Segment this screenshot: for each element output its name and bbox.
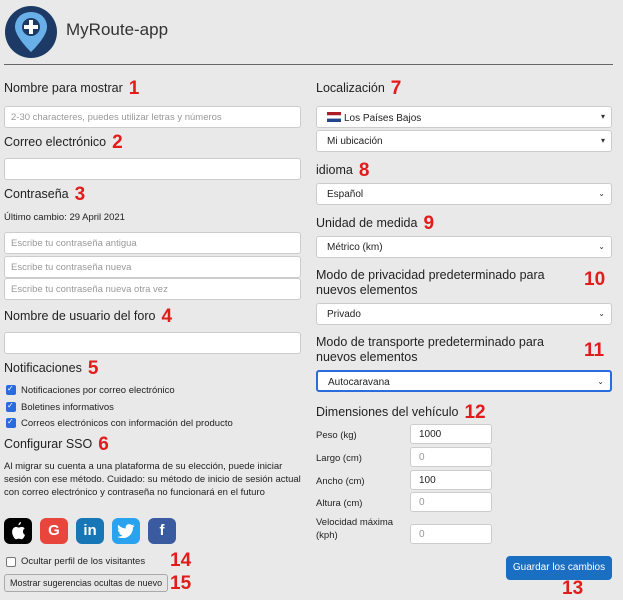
product-info-label: Correos electrónicos con información del producto <box>21 418 233 429</box>
position-select[interactable] <box>316 130 612 152</box>
password-label: Contraseña 3 <box>4 184 86 205</box>
twitter-login-icon[interactable] <box>112 518 140 544</box>
chevron-down-icon: ⌄ <box>597 377 604 386</box>
language-select[interactable] <box>316 183 612 205</box>
units-select[interactable] <box>316 236 612 258</box>
chevron-down-icon: ⌄ <box>598 189 605 198</box>
height-label: Altura (cm) <box>316 498 363 509</box>
privacy-value: Privado <box>327 309 361 320</box>
sso-providers <box>4 518 184 546</box>
width-input[interactable]: 100 <box>410 470 492 490</box>
new-password-input[interactable]: Escribe tu contraseña nueva <box>4 256 301 278</box>
product-info-checkbox[interactable] <box>6 418 16 428</box>
annotation-11: 11 <box>584 340 605 361</box>
transport-value: Autocaravana <box>328 377 390 388</box>
max-speed-input[interactable]: 0 <box>410 524 492 544</box>
newsletter-label: Boletines informativos <box>21 402 114 413</box>
email-notifications-label: Notificaciones por correo electrónico <box>21 385 175 396</box>
show-hidden-hints-button[interactable]: Mostrar sugerencias ocultas de nuevo <box>4 574 168 592</box>
privacy-label: Modo de privacidad predeterminado para nuevos elementos <box>316 268 545 297</box>
position-value: Mi ubicación <box>327 136 383 147</box>
annotation-13: 13 <box>562 578 584 599</box>
forum-username-input[interactable] <box>4 332 301 354</box>
chevron-down-icon: ▾ <box>600 136 605 145</box>
display-name-input[interactable]: 2-30 characteres, puedes utilizar letras y números <box>4 106 301 128</box>
sso-label: Configurar SSO 6 <box>4 434 109 455</box>
header-divider <box>4 64 613 65</box>
email-label: Correo electrónico 2 <box>4 132 123 153</box>
language-value: Español <box>327 189 364 200</box>
old-password-input[interactable]: Escribe tu contraseña antigua <box>4 232 301 254</box>
annotation-14: 14 <box>170 550 192 571</box>
chevron-down-icon: ⌄ <box>598 242 605 251</box>
transport-label: Modo de transporte predeterminado para nuevos elementos <box>316 335 544 364</box>
country-value: Los Países Bajos <box>344 113 422 124</box>
annotation-15: 15 <box>170 573 192 594</box>
length-input[interactable]: 0 <box>410 447 492 467</box>
linkedin-login-icon[interactable]: in <box>76 518 104 544</box>
netherlands-flag-icon <box>327 112 341 122</box>
location-label: Localización 7 <box>316 78 402 99</box>
country-select[interactable] <box>316 106 612 128</box>
facebook-login-icon[interactable]: f <box>148 518 176 544</box>
app-header <box>0 0 623 64</box>
length-label: Largo (cm) <box>316 453 362 464</box>
google-login-icon[interactable]: G <box>40 518 68 544</box>
max-speed-label: Velocidad máxima (kph) <box>316 517 394 541</box>
language-label: idioma 8 <box>316 160 370 181</box>
chevron-down-icon: ▾ <box>600 112 605 121</box>
display-name-label: Nombre para mostrar 1 <box>4 78 140 99</box>
hide-profile-checkbox[interactable] <box>6 557 16 567</box>
transport-select[interactable] <box>316 370 612 392</box>
forum-label: Nombre de usuario del foro 4 <box>4 306 173 327</box>
weight-input[interactable]: 1000 <box>410 424 492 444</box>
units-label: Unidad de medida 9 <box>316 213 435 234</box>
app-logo-icon <box>4 4 58 60</box>
privacy-select[interactable] <box>316 303 612 325</box>
annotation-10: 10 <box>584 269 606 290</box>
email-notifications-checkbox[interactable] <box>6 385 16 395</box>
notifications-label: Notificaciones 5 <box>4 358 99 379</box>
chevron-down-icon: ⌄ <box>598 309 605 318</box>
dimensions-label: Dimensiones del vehículo 12 <box>316 402 486 423</box>
sso-description: Al migrar su cuenta a una plataforma de su elección, puede iniciar sesión con ese método. Cuidado: su método de inicio de sesión actual con correo electrónico y contraseña no funcionará en el futuro <box>4 461 301 498</box>
units-value: Métrico (km) <box>327 242 383 253</box>
hide-profile-label: Ocultar perfil de los visitantes <box>21 556 146 567</box>
weight-label: Peso (kg) <box>316 430 357 441</box>
repeat-password-input[interactable]: Escribe tu contraseña nueva otra vez <box>4 278 301 300</box>
app-title: MyRoute-app <box>66 20 169 39</box>
apple-login-icon[interactable] <box>4 518 32 544</box>
width-label: Ancho (cm) <box>316 476 365 487</box>
newsletter-checkbox[interactable] <box>6 402 16 412</box>
email-input[interactable] <box>4 158 301 180</box>
height-input[interactable]: 0 <box>410 492 492 512</box>
password-last-change: Último cambio: 29 April 2021 <box>4 212 125 223</box>
save-changes-button[interactable]: Guardar los cambios <box>506 556 612 580</box>
